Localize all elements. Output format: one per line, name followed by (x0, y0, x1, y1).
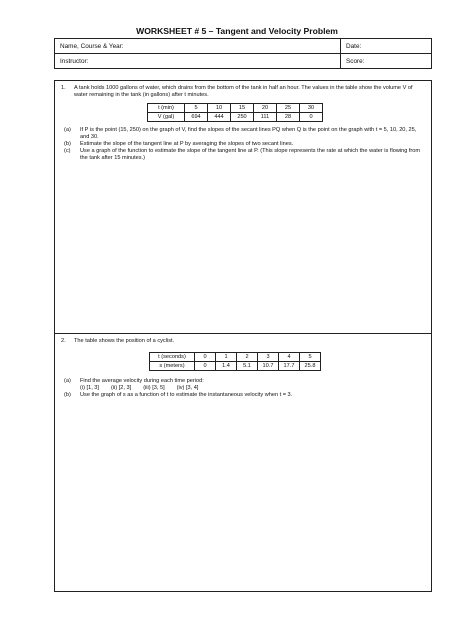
table-cell: 1 (216, 353, 237, 362)
table-cell: 25 (277, 104, 300, 113)
question-1-parts (64, 127, 425, 162)
date-field[interactable]: Date: (341, 39, 432, 54)
table-cell: 17.7 (279, 362, 300, 371)
question-2-number: 2. (61, 338, 66, 344)
table-cell: 5 (300, 353, 321, 362)
time-period-item: (iii) [3, 5] (143, 385, 165, 391)
part-label: (a) (64, 127, 71, 133)
score-field[interactable]: Score: (341, 54, 432, 69)
table-row-label: V (gal) (148, 113, 185, 122)
table-cell: 4 (279, 353, 300, 362)
part-label: (c) (64, 148, 71, 154)
table-cell: 0 (195, 362, 216, 371)
student-info-table (54, 38, 432, 69)
time-period-item: (i) [1, 3] (80, 385, 99, 391)
part-text: Find the average velocity during each time period: (80, 378, 204, 384)
part-label: (b) (64, 392, 71, 398)
cyclist-position-table (149, 352, 321, 371)
table-cell: 15 (231, 104, 254, 113)
table-cell: 111 (254, 113, 277, 122)
table-cell: 20 (254, 104, 277, 113)
table-cell: 5.1 (237, 362, 258, 371)
question-2-text: The table shows the position of a cyclist. (74, 338, 175, 344)
question-1-box (54, 80, 432, 334)
part-text: If P is the point (15, 250) on the graph of V, find the slopes of the secant lines PQ when Q is the point on the graph with t = 5, 10, 20, 25, and 30. (80, 127, 417, 140)
question-2-parts (64, 378, 425, 399)
table-cell: 250 (231, 113, 254, 122)
table-cell: 694 (185, 113, 208, 122)
table-cell: 10.7 (258, 362, 279, 371)
question-part-a (64, 127, 425, 141)
table-cell: 3 (258, 353, 279, 362)
question-part-b (64, 141, 425, 148)
question-part-a (64, 378, 425, 385)
table-row-label: t (seconds) (150, 353, 195, 362)
table-row (148, 104, 323, 113)
part-text: Use the graph of s as a function of t to estimate the instantaneous velocity when t = 3. (80, 392, 293, 398)
table-cell: 1.4 (216, 362, 237, 371)
part-label: (b) (64, 141, 71, 147)
table-row-label: s (meters) (150, 362, 195, 371)
time-period-list (64, 385, 425, 392)
table-cell: 0 (195, 353, 216, 362)
worksheet-title: WORKSHEET # 5 – Tangent and Velocity Problem (136, 26, 338, 36)
tank-volume-table (147, 103, 323, 122)
table-cell: 28 (277, 113, 300, 122)
time-period-item: (iv) [3, 4] (176, 385, 199, 391)
time-period-item: (ii) [2, 3] (110, 385, 132, 391)
question-1-number: 1. (61, 85, 66, 91)
table-row (148, 113, 323, 122)
table-row (150, 353, 321, 362)
table-row (150, 362, 321, 371)
table-row-label: t (min) (148, 104, 185, 113)
table-cell: 10 (208, 104, 231, 113)
table-cell: 444 (208, 113, 231, 122)
instructor-field[interactable]: Instructor: (55, 54, 341, 69)
table-cell: 0 (300, 113, 323, 122)
question-2-box (54, 334, 432, 592)
question-1-text: A tank holds 1000 gallons of water, which drains from the bottom of the tank in half an hour. The values in the table show the volume V of water remaining in the tank (in gallons) after t minutes. (74, 85, 413, 98)
question-part-b (64, 392, 425, 399)
table-cell: 2 (237, 353, 258, 362)
name-course-year-field[interactable]: Name, Course & Year: (55, 39, 341, 54)
question-part-c (64, 148, 425, 162)
table-cell: 25.8 (300, 362, 321, 371)
table-cell: 5 (185, 104, 208, 113)
table-cell: 30 (300, 104, 323, 113)
part-text: Use a graph of the function to estimate the slope of the tangent line at P. (This slope represents the rate at which the water is flowing from the tank after 15 minutes.) (80, 148, 421, 161)
part-label: (a) (64, 378, 71, 384)
part-text: Estimate the slope of the tangent line at P by averaging the slopes of two secant lines. (80, 141, 294, 147)
